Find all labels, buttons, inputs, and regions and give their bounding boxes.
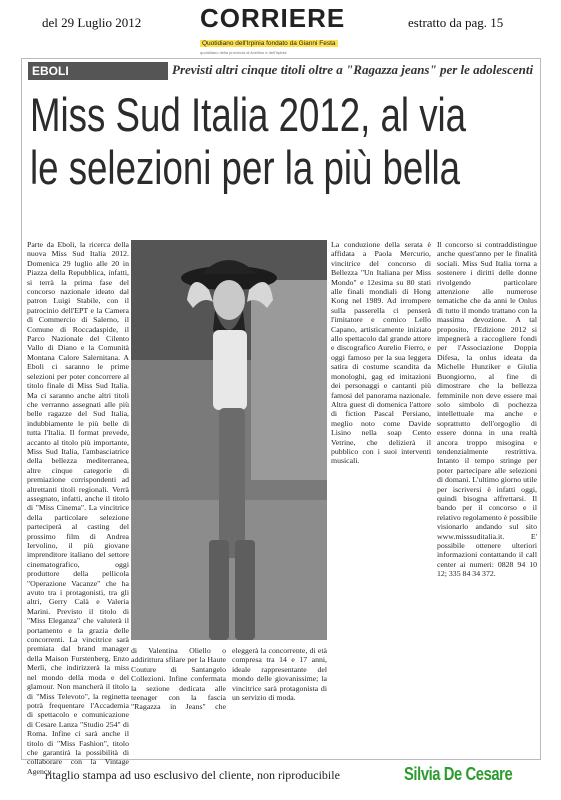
page-reference: estratto da pag. 15 <box>408 15 504 30</box>
article-column-4 <box>437 240 537 579</box>
agency-signature: Silvia De Cesare <box>404 764 513 784</box>
headline-line-2: le selezioni per la più bella <box>30 141 461 194</box>
article-headline <box>30 88 467 194</box>
article-photo <box>131 240 327 640</box>
masthead-name: CORRIERE <box>200 3 346 33</box>
article-kicker: Previsti altri cinque titoli oltre a "Ragazza jeans" per le adolescenti <box>172 62 534 77</box>
article-column-3 <box>331 240 431 466</box>
column-2-text: di Valentina Oliello o addirittura sfilare per la Haute Couture di Santangelo Collezioni. Infine confermata la sezione dedicata alle teenager con la fascia "Ragazza in Jeans" che eleggerà la concorrente, di età compresa tra 14 e 17 anni, ideale rappresentante del mondo delle giovanissime; la vincitrice sarà protagonista di un servizio di moda. <box>131 646 327 712</box>
masthead-tagline: Quotidiano dell'Irpinia fondato da Gianni Festa <box>202 40 336 47</box>
section-tag: EBOLI <box>28 62 168 80</box>
column-4-text: Il concorso si contraddistingue anche quest'anno per le finalità sociali. Miss Sud Italia torna a sostenere i diritti delle donne rivolgendo particolare attenzione alle numerose tematiche che da anni le Onlus di tutto il mondo trattano con la massima devozione. A tal proposito, l'Edizione 2012 si impegnerà a raccogliere fondi per l'Associazione Doppia Difesa, la onlus ideata da Michelle Hunziker e Giulia Buongiorno, al fine di dimostrare che la bellezza femminile non deve essere mai solo simbolo di pochezza intellettuale ma anche e soprattutto dell'orgoglio di essere donna in una realtà ancora troppo misogina e tendenzialmente restrittiva. Intanto il tempo stringe per poter partecipare alle selezioni di domani. L'ultimo giorno utile per iscriversi è infatti oggi, quindi bisogna affrettarsi. Il bando per il concorso e il relativo regolamento è possibile visionarlo andando sul sito www.misssuditalia.it. E' possibile ottenere ulteriori informazioni contattando il call center ai numeri: 0828 94 10 12; 335 84 34 372. <box>437 240 537 579</box>
masthead-subline: quotidiano della provincia di Avellino e dell'Irpinia <box>200 50 287 55</box>
model-photo-illustration <box>131 240 327 640</box>
column-3-text: La conduzione della serata è affidata a Paola Mercurio, vincitrice del concorso di Bellezza "Un Italiana per Miss Mondo" e 12esima su 80 stati alle finali mondiali di Hong Kong nel 1989. Ad irrompere sulla passerella ci penserà l'imitatore e comico Lello Capano, artisticamente iniziato allo spettacolo dal grande attore e discografico Aurelio Fierro, e oggi famoso per la sua leggera satira di costume scandita da monologhi, gag ed imitazioni dei personaggi e cantanti più famosi del panorama nazionale. Altra guest di domenica l'attore di fiction Pascal Persiano, meglio noto come Davide Lisino nella soap Cento Vetrine, che delizierà il pubblico con i suoi interventi musicali. <box>331 240 431 466</box>
copyright-notice: ritaglio stampa ad uso esclusivo del cliente, non riproducibile <box>45 768 340 782</box>
article-column-2 <box>131 646 327 746</box>
column-1-text: Parte da Eboli, la ricerca della nuova Miss Sud Italia 2012. Domenica 29 luglio alle 20 in Piazza della Repubblica, infatti, si terrà la prima fase del concorso nazionale ideato dal patron Luigi Stabile, con il patrocinio dell'EPT e la Camera di Commercio di Salerno, il Comune di Roccadaspide, il Parco Nazionale del Cilento Vallo di Diano e la Comunità Montana Calore Salernitana. A Eboli ci saranno le prime selezioni per poter concorrere al titolo finale di Miss Sud Italia. Ma ci saranno anche altri titoli che verranno assegnati alle più belle ragazze del Sud Italia, indubbiamente le più belle di tutta l'Italia. Il format prevede, accanto al titolo più importante, Miss Sud Italia, l'ambasciatrice della bellezza mediterranea, altre cinque categorie di premiazione corrispondenti ad altrettanti titoli regionali. Verrà assegnato, infatti, anche il titolo di "Miss Cinema". La vincitrice della particolare selezione parteciperà al casting del prossimo film di Andrea Iervolino, il più giovane imprenditore italiano del settore cinematografico, oggi produttore della pellicola "Operazione Vacanze" che ha avuto tra i protagonisti, tra gli altri, Gerry Calà e Valeria Marini. Previsto il titolo di "Miss Eleganza" che valuterà il portamento e la grazia delle concorrenti. La vincitrice sarà premiata dal brand manager della Maison Furstenberg, Enzo Merli, che indirizzerà la miss nel mondo della moda e del glamour. Non mancherà il titolo di "Miss Televoto", la reginetta potrà frequentare l'Accademia di spettacolo e comunicazione di Cesare Lanza "Studio 254" di Roma. Infine ci sarà anche il titolo di "Miss Fashion", titolo che garantirà la possibilità di collaborare con la Vintage Agency <box>27 240 129 776</box>
publication-date: del 29 Luglio 2012 <box>42 15 142 30</box>
newspaper-masthead <box>200 3 360 55</box>
headline-line-1: Miss Sud Italia 2012, al via <box>30 88 467 141</box>
article-column-1 <box>27 240 129 776</box>
